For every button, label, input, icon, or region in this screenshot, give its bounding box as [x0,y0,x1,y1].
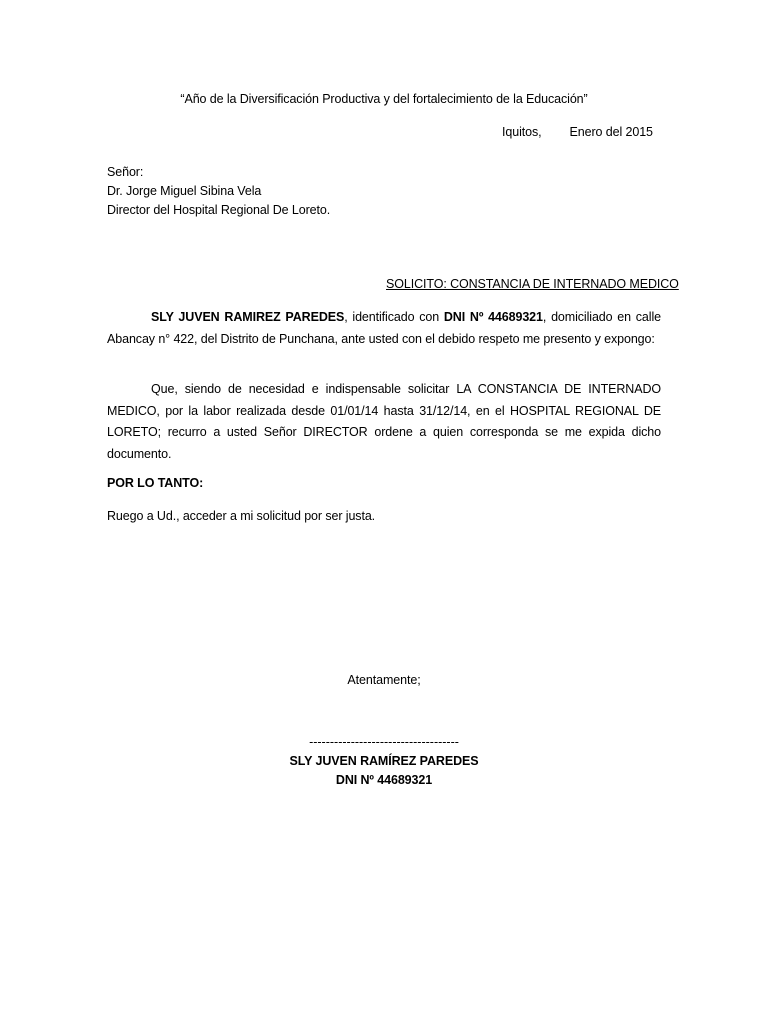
paragraph-intro [107,307,661,350]
por-lo-tanto: POR LO TANTO: [107,476,204,490]
applicant-name: SLY JUVEN RAMIREZ PAREDES [151,310,345,324]
closing-salutation: Atentamente; [347,673,421,687]
intro-text-a: , identificado con [344,310,444,324]
date-city: Iquitos, [502,125,542,139]
paragraph-request [107,379,661,465]
signature-dni: DNI Nº 44689321 [335,773,433,787]
applicant-dni: DNI Nº 44689321 [443,310,543,324]
addressee-name: Dr. Jorge Miguel Sibina Vela [107,184,262,198]
intro-text-b: , domiciliado en calle Abancay n° 422, del Distrito de Punchana, ante usted con el debido respeto me presento y expongo: [107,310,661,346]
addressee-position: Director del Hospital Regional De Loreto. [107,203,331,217]
signature-line: ------------------------------------ [309,735,459,749]
subject-line: SOLICITO: CONSTANCIA DE INTERNADO MEDICO [386,277,679,291]
closing-request: Ruego a Ud., acceder a mi solicitud por ser justa. [107,509,376,523]
addressee-salutation: Señor: [107,165,144,179]
request-text: Que, siendo de necesidad e indispensable solicitar LA CONSTANCIA DE INTERNADO MEDICO, por la labor realizada desde 01/01/14 hasta 31/12/14, en el HOSPITAL REGIONAL DE LORETO; recurro a usted Señor DIRECTOR ordene a quien corresponda se me expida dicho documento. [107,382,661,461]
year-motto: “Año de la Diversificación Productiva y del fortalecimiento de la Educación” [180,92,588,106]
date-line [502,125,653,139]
date-month-year: Enero del 2015 [569,125,653,139]
signature-name: SLY JUVEN RAMÍREZ PAREDES [289,754,479,768]
